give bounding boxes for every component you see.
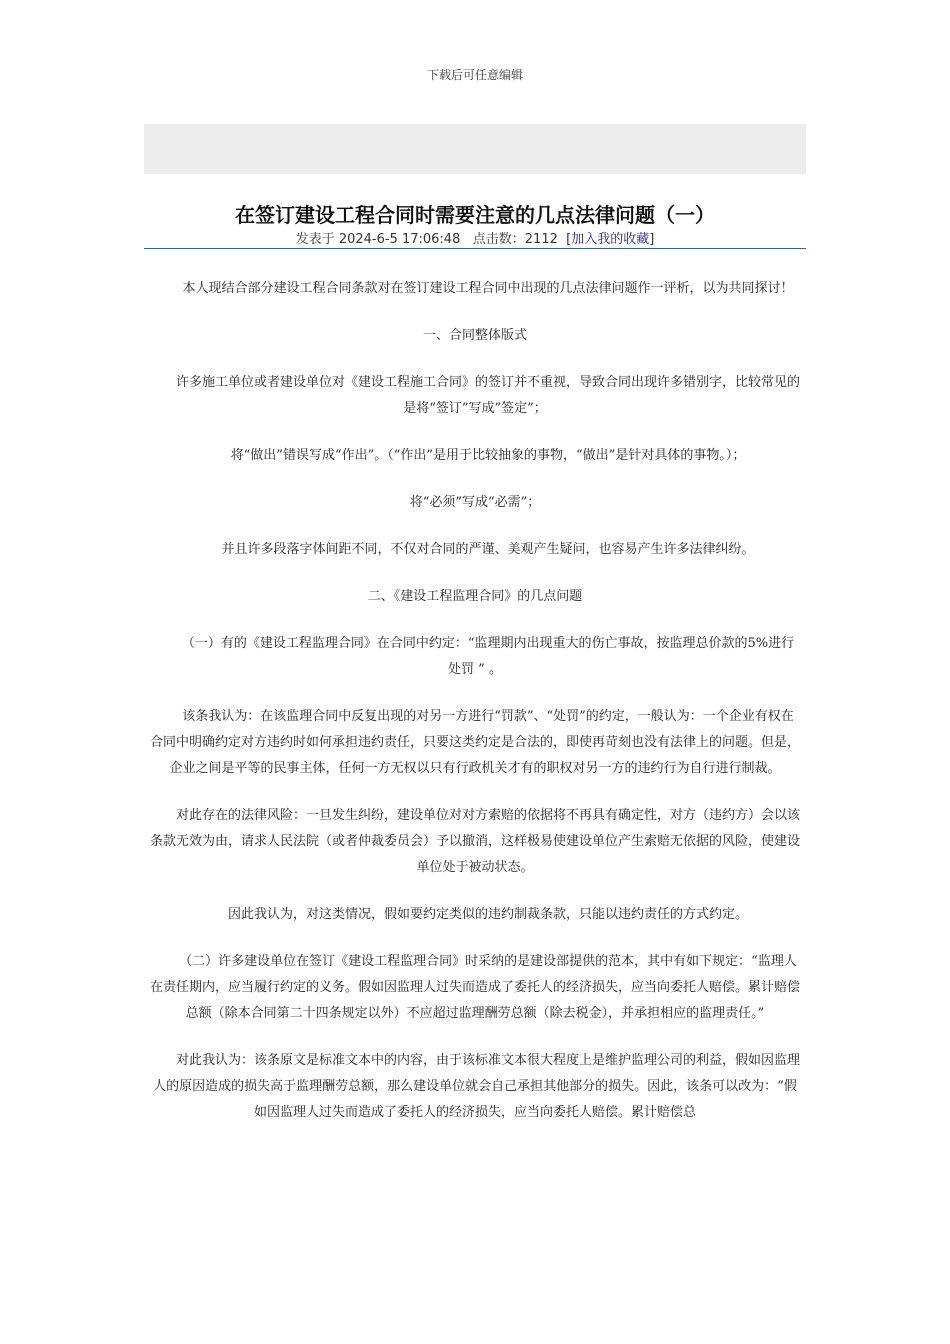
- paragraph: 将“做出”错误写成“作出”。（“作出”是用于比较抽象的事物，“做出”是针对具体的事物。）；: [230, 448, 746, 463]
- clicks-label: 点击数：: [472, 232, 525, 247]
- section-heading: 二、《建设工程监理合同》的几点问题: [367, 589, 583, 604]
- title-divider: [144, 248, 806, 249]
- page-header-note: 下载后可任意编辑: [426, 68, 523, 82]
- banner-placeholder: [144, 124, 806, 174]
- article-body: [150, 276, 800, 1147]
- click-count: 2112: [524, 232, 558, 247]
- published-date: 2024-6-5 17:06:48: [338, 232, 461, 247]
- paragraph: （一）有的《建设工程监理合同》在合同中约定：“监理期内出现重大的伤亡事故，按监理总价款的5%进行处罚 ” 。: [181, 636, 795, 677]
- published-label: 发表于: [295, 232, 339, 247]
- paragraph: 对此我认为：该条原文是标准文本中的内容，由于该标准文本很大程度上是维护监理公司的利益，假如因监理人的原因造成的损失高于监理酬劳总额，那么建设单位就会自己承担其他部分的损失。因此，该条可以改为：“假如因监理人过失而造成了委托人的经济损失，应当向委托人赔偿。累计赔偿总: [153, 1053, 801, 1120]
- bracket-open: [: [566, 232, 572, 247]
- paragraph: 该条我认为：在该监理合同中反复出现的对另一方进行“罚款”、“处罚”的约定，一般认为：一个企业有权在合同中明确约定对方违约时如何承担违约责任，只要这类约定是合法的，即使再苛刻也没有法律上的问题。但是，企业之间是平等的民事主体，任何一方无权以只有行政机关才有的职权对另一方的违约行为自行进行制裁。: [150, 709, 801, 776]
- paragraph: 对此存在的法律风险：一旦发生纠纷，建设单位对对方索赔的依据将不再具有确定性，对方（违约方）会以该条款无效为由，请求人民法院（或者仲裁委员会）予以撤消，这样极易使建设单位产生索赔无依据的风险，使建设单位处于被动状态。: [150, 808, 801, 875]
- add-to-favorites-link[interactable]: 加入我的收藏: [571, 232, 650, 247]
- paragraph: 因此我认为，对这类情况，假如要约定类似的违约制裁条款，只能以违约责任的方式约定。: [227, 907, 748, 922]
- paragraph: 本人现结合部分建设工程合同条款对在签订建设工程合同中出现的几点法律问题作一评析，以为共同探讨！: [182, 281, 794, 296]
- article-meta: [144, 228, 806, 247]
- paragraph: 将“必须”写成“必需”；: [409, 495, 541, 510]
- section-heading: 一、合同整体版式: [422, 328, 527, 343]
- bracket-close: ]: [649, 232, 655, 247]
- article-title: 在签订建设工程合同时需要注意的几点法律问题（一）: [235, 203, 715, 227]
- paragraph: 许多施工单位或者建设单位对《建设工程施工合同》的签订并不重视，导致合同出现许多错别字，比较常见的是将“签订”写成”签定”；: [176, 375, 801, 416]
- paragraph: 并且许多段落字体间距不同，不仅对合同的严谨、美观产生疑问，也容易产生许多法律纠纷。: [221, 542, 755, 557]
- paragraph: （二）许多建设单位在签订《建设工程监理合同》时采纳的是建设部提供的范本，其中有如下规定：“监理人在责任期内，应当履行约定的义务。假如因监理人过失而造成了委托人的经济损失，应当向委托人赔偿。累计赔偿总额（除本合同第二十四条规定以外）不应超过监理酬劳总额（除去税金），并承担相应的监理责任。”: [150, 954, 801, 1021]
